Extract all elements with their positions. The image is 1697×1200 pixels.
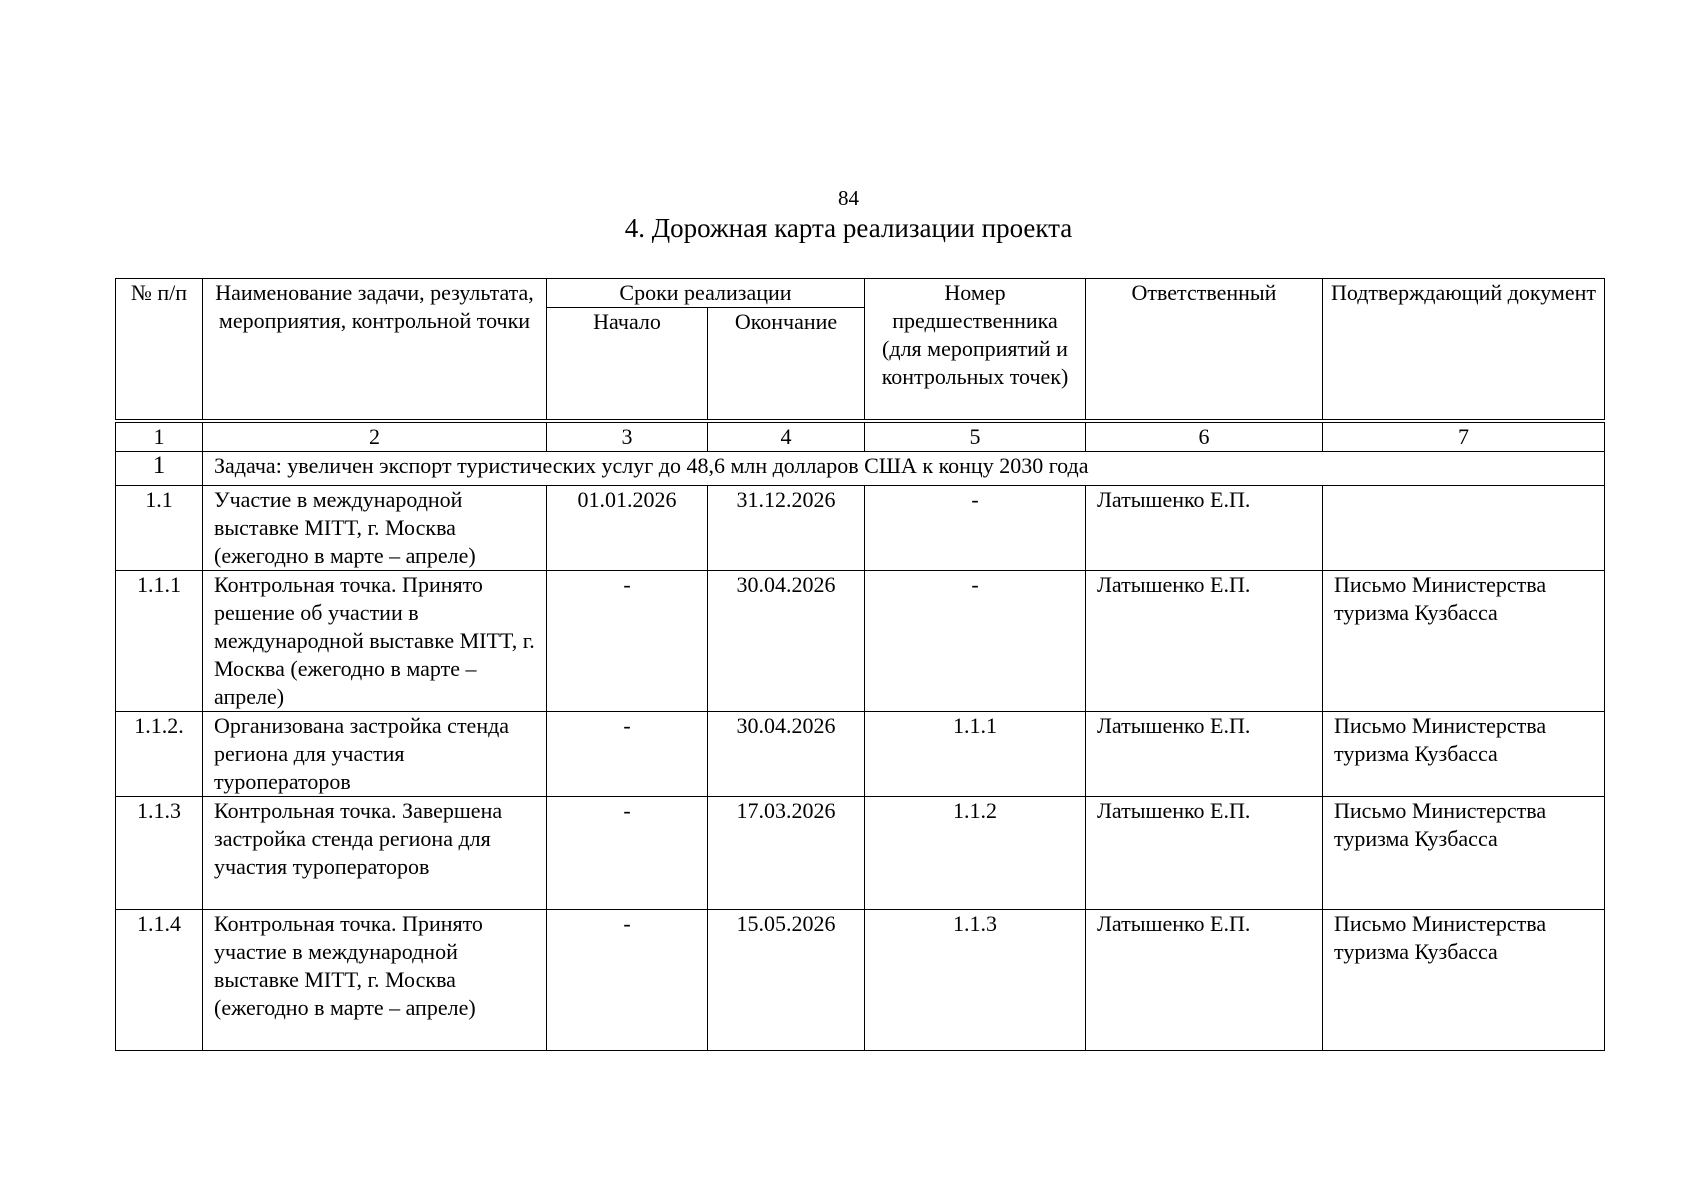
header-col-name: Наименование задачи, результата, мероприятия, контрольной точки: [203, 279, 547, 420]
column-number: 2: [203, 423, 547, 452]
task-row: [116, 452, 1605, 486]
row-start: -: [547, 571, 708, 712]
row-responsible: Латышенко Е.П.: [1086, 910, 1323, 1051]
row-number: 1.1: [116, 486, 203, 571]
column-number: 3: [547, 423, 708, 452]
row-document: Письмо Министерства туризма Кузбасса: [1323, 571, 1605, 712]
row-name: Контрольная точка. Завершена застройка стенда региона для участия туроператоров: [203, 797, 547, 910]
task-text: Задача: увеличен экспорт туристических услуг до 48,6 млн долларов США к концу 2030 года: [203, 452, 1605, 486]
header-col-start: Начало: [547, 308, 708, 420]
row-end: 30.04.2026: [708, 712, 865, 797]
row-number: 1.1.2.: [116, 712, 203, 797]
table-row: [116, 910, 1605, 1051]
column-number: 6: [1086, 423, 1323, 452]
table-row: [116, 712, 1605, 797]
table-row: [116, 571, 1605, 712]
roadmap-table: [115, 422, 1605, 1051]
row-name: Контрольная точка. Принято участие в международной выставке MITT, г. Москва (ежегодно в марте – апреле): [203, 910, 547, 1051]
row-predecessor: 1.1.1: [865, 712, 1086, 797]
roadmap-header-table: [115, 278, 1605, 420]
row-end: 15.05.2026: [708, 910, 865, 1051]
row-document: [1323, 486, 1605, 571]
row-number: 1.1.4: [116, 910, 203, 1051]
row-end: 17.03.2026: [708, 797, 865, 910]
row-start: -: [547, 712, 708, 797]
header-col-end: Окончание: [708, 308, 865, 420]
row-start: -: [547, 797, 708, 910]
row-predecessor: 1.1.3: [865, 910, 1086, 1051]
column-number: 1: [116, 423, 203, 452]
row-end: 30.04.2026: [708, 571, 865, 712]
column-number-row: [116, 423, 1605, 452]
table-row: [116, 797, 1605, 910]
page-title: 4. Дорожная карта реализации проекта: [624, 213, 1073, 243]
row-number: 1.1.1: [116, 571, 203, 712]
task-number: 1: [116, 452, 203, 486]
row-number: 1.1.3: [116, 797, 203, 910]
row-start: 01.01.2026: [547, 486, 708, 571]
row-end: 31.12.2026: [708, 486, 865, 571]
table-row: [116, 486, 1605, 571]
row-start: -: [547, 910, 708, 1051]
row-predecessor: -: [865, 571, 1086, 712]
row-responsible: Латышенко Е.П.: [1086, 797, 1323, 910]
row-responsible: Латышенко Е.П.: [1086, 712, 1323, 797]
header-col-num: № п/п: [116, 279, 203, 420]
page-number: 84: [838, 186, 859, 210]
row-predecessor: -: [865, 486, 1086, 571]
row-responsible: Латышенко Е.П.: [1086, 486, 1323, 571]
row-responsible: Латышенко Е.П.: [1086, 571, 1323, 712]
column-number: 7: [1323, 423, 1605, 452]
header-col-responsible: Ответственный: [1086, 279, 1323, 420]
row-document: Письмо Министерства туризма Кузбасса: [1323, 797, 1605, 910]
row-document: Письмо Министерства туризма Кузбасса: [1323, 712, 1605, 797]
row-document: Письмо Министерства туризма Кузбасса: [1323, 910, 1605, 1051]
row-predecessor: 1.1.2: [865, 797, 1086, 910]
header-col-document: Подтверждающий документ: [1323, 279, 1605, 420]
row-name: Организована застройка стенда региона для участия туроператоров: [203, 712, 547, 797]
column-number: 5: [865, 423, 1086, 452]
header-col-predecessor: Номер предшественника (для мероприятий и контрольных точек): [865, 279, 1086, 420]
row-name: Участие в международной выставке MITT, г. Москва (ежегодно в марте – апреле): [203, 486, 547, 571]
row-name: Контрольная точка. Принято решение об участии в международной выставке MITT, г. Москва (ежегодно в марте – апреле): [203, 571, 547, 712]
header-col-terms: Сроки реализации: [547, 279, 865, 308]
column-number: 4: [708, 423, 865, 452]
